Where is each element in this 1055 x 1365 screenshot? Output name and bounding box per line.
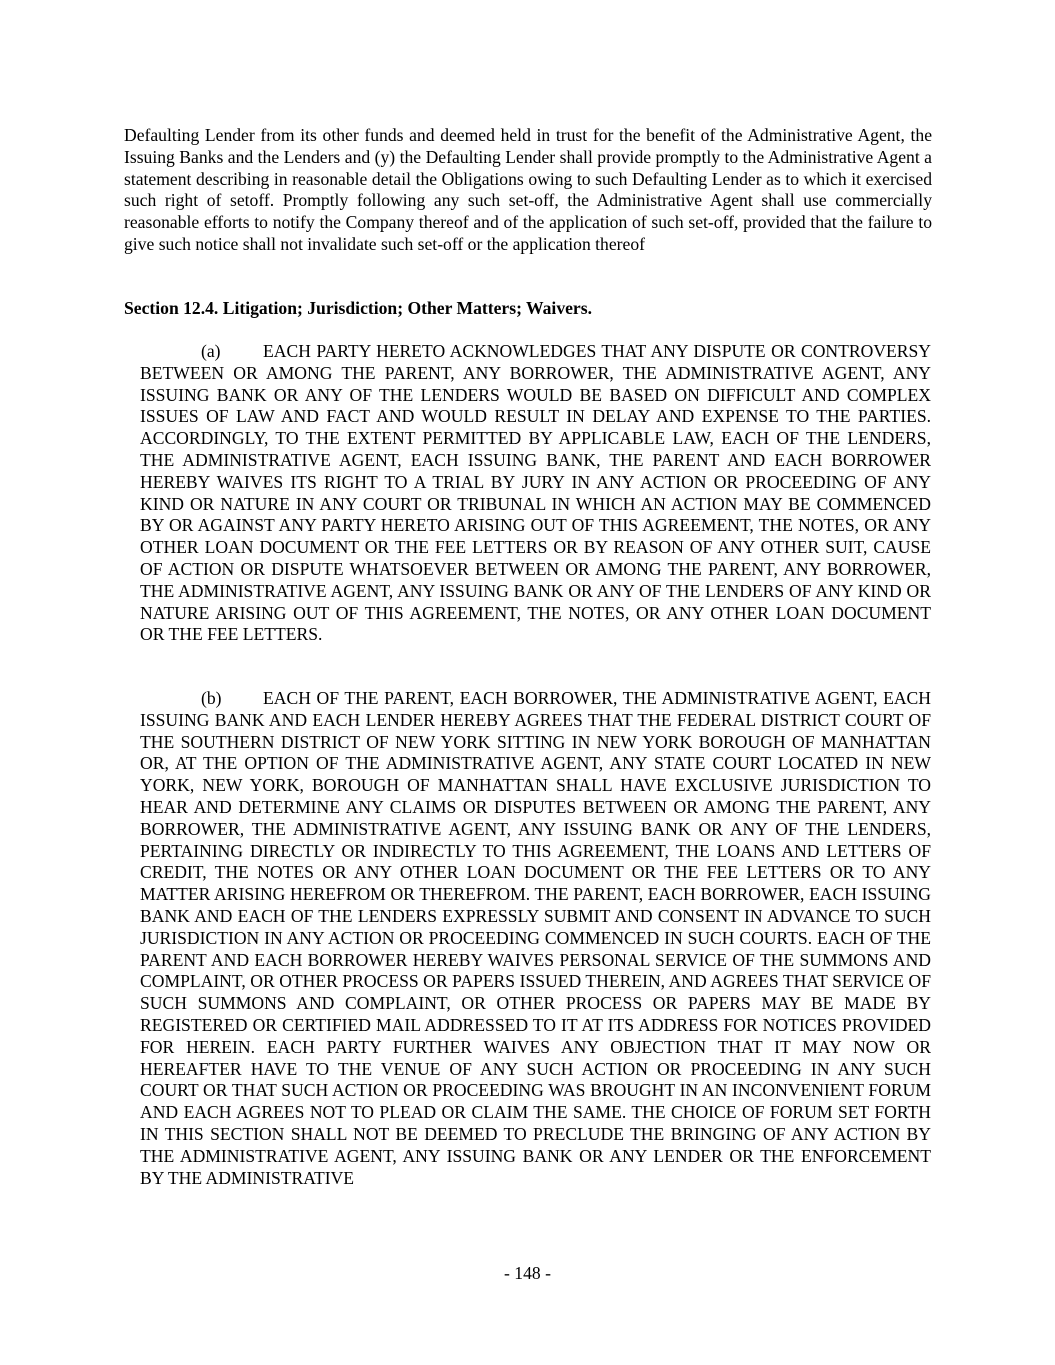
- subsection-b: [140, 688, 931, 1189]
- subsection-a-text: EACH PARTY HERETO ACKNOWLEDGES THAT ANY DISPUTE OR CONTROVERSY BETWEEN OR AMONG THE PARENT, ANY BORROWER, THE ADMINISTRATIVE AGENT, ANY ISSUING BANK OR ANY OF THE LENDERS WOULD BE BASED ON DIFFICULT AND COMPLEX ISSUES OF LAW AND FACT AND WOULD RESULT IN DELAY AND EXPENSE TO THE PARTIES. ACCORDINGLY, TO THE EXTENT PERMITTED BY APPLICABLE LAW, EACH OF THE LENDERS, THE ADMINISTRATIVE AGENT, EACH ISSUING BANK, THE PARENT AND EACH BORROWER HEREBY WAIVES ITS RIGHT TO A TRIAL BY JURY IN ANY ACTION OR PROCEEDING OF ANY KIND OR NATURE IN ANY COURT OR TRIBUNAL IN WHICH AN ACTION MAY BE COMMENCED BY OR AGAINST ANY PARTY HERETO ARISING OUT OF THIS AGREEMENT, THE NOTES, OR ANY OTHER LOAN DOCUMENT OR THE FEE LETTERS OR BY REASON OF ANY OTHER SUIT, CAUSE OF ACTION OR DISPUTE WHATSOEVER BETWEEN OR AMONG THE PARENT, ANY BORROWER, THE ADMINISTRATIVE AGENT, ANY ISSUING BANK OR ANY OF THE LENDERS OF ANY KIND OR NATURE ARISING OUT OF THIS AGREEMENT, THE NOTES, OR ANY OTHER LOAN DOCUMENT OR THE FEE LETTERS.: [140, 341, 931, 645]
- page-number: - 148 -: [504, 1263, 551, 1283]
- subsection-a-label: (a): [201, 341, 221, 361]
- subsection-b-label: (b): [201, 688, 222, 708]
- section-heading: Section 12.4. Litigation; Jurisdiction; Other Matters; Waivers.: [124, 298, 592, 318]
- subsection-b-text: EACH OF THE PARENT, EACH BORROWER, THE ADMINISTRATIVE AGENT, EACH ISSUING BANK AND EACH LENDER HEREBY AGREES THAT THE FEDERAL DISTRICT COURT OF THE SOUTHERN DISTRICT OF NEW YORK SITTING IN NEW YORK BOROUGH OF MANHATTAN OR, AT THE OPTION OF THE ADMINISTRATIVE AGENT, ANY STATE COURT LOCATED IN NEW YORK, NEW YORK, BOROUGH OF MANHATTAN SHALL HAVE EXCLUSIVE JURISDICTION TO HEAR AND DETERMINE ANY CLAIMS OR DISPUTES BETWEEN OR AMONG THE PARENT, ANY BORROWER, THE ADMINISTRATIVE AGENT, ANY ISSUING BANK OR ANY OF THE LENDERS, PERTAINING DIRECTLY OR INDIRECTLY TO THIS AGREEMENT, THE LOANS AND LETTERS OF CREDIT, THE NOTES OR ANY OTHER LOAN DOCUMENT OR THE FEE LETTERS OR TO ANY MATTER ARISING HEREFROM OR THEREFROM. THE PARENT, EACH BORROWER, EACH ISSUING BANK AND EACH OF THE LENDERS EXPRESSLY SUBMIT AND CONSENT IN ADVANCE TO SUCH JURISDICTION IN ANY ACTION OR PROCEEDING COMMENCED IN SUCH COURTS. EACH OF THE PARENT AND EACH BORROWER HEREBY WAIVES PERSONAL SERVICE OF THE SUMMONS AND COMPLAINT, OR OTHER PROCESS OR PAPERS ISSUED THEREIN, AND AGREES THAT SERVICE OF SUCH SUMMONS AND COMPLAINT, OR OTHER PROCESS OR PAPERS MAY BE MADE BY REGISTERED OR CERTIFIED MAIL ADDRESSED TO IT AT ITS ADDRESS FOR NOTICES PROVIDED FOR HEREIN. EACH PARTY FURTHER WAIVES ANY OBJECTION THAT IT MAY NOW OR HEREAFTER HAVE TO THE VENUE OF ANY SUCH ACTION OR PROCEEDING IN ANY SUCH COURT OR THAT SUCH ACTION OR PROCEEDING WAS BROUGHT IN AN INCONVENIENT FORUM AND EACH AGREES NOT TO PLEAD OR CLAIM THE SAME. THE CHOICE OF FORUM SET FORTH IN THIS SECTION SHALL NOT BE DEEMED TO PRECLUDE THE BRINGING OF ANY ACTION BY THE ADMINISTRATIVE AGENT, ANY ISSUING BANK OR ANY LENDER OR THE ENFORCEMENT BY THE ADMINISTRATIVE: [140, 688, 931, 1188]
- subsection-a: [140, 341, 931, 646]
- continuation-paragraph: Defaulting Lender from its other funds and deemed held in trust for the benefit of the Administrative Agent, the Issuing Banks and the Lenders and (y) the Defaulting Lender shall provide promptly to the Administrative Agent a statement describing in reasonable detail the Obligations owing to such Defaulting Lender as to which it exercised such right of setoff. Promptly following any such set-off, the Administrative Agent shall use commercially reasonable efforts to notify the Company thereof and of the application of such set-off, provided that the failure to give such notice shall not invalidate such set-off or the application thereof: [124, 125, 932, 254]
